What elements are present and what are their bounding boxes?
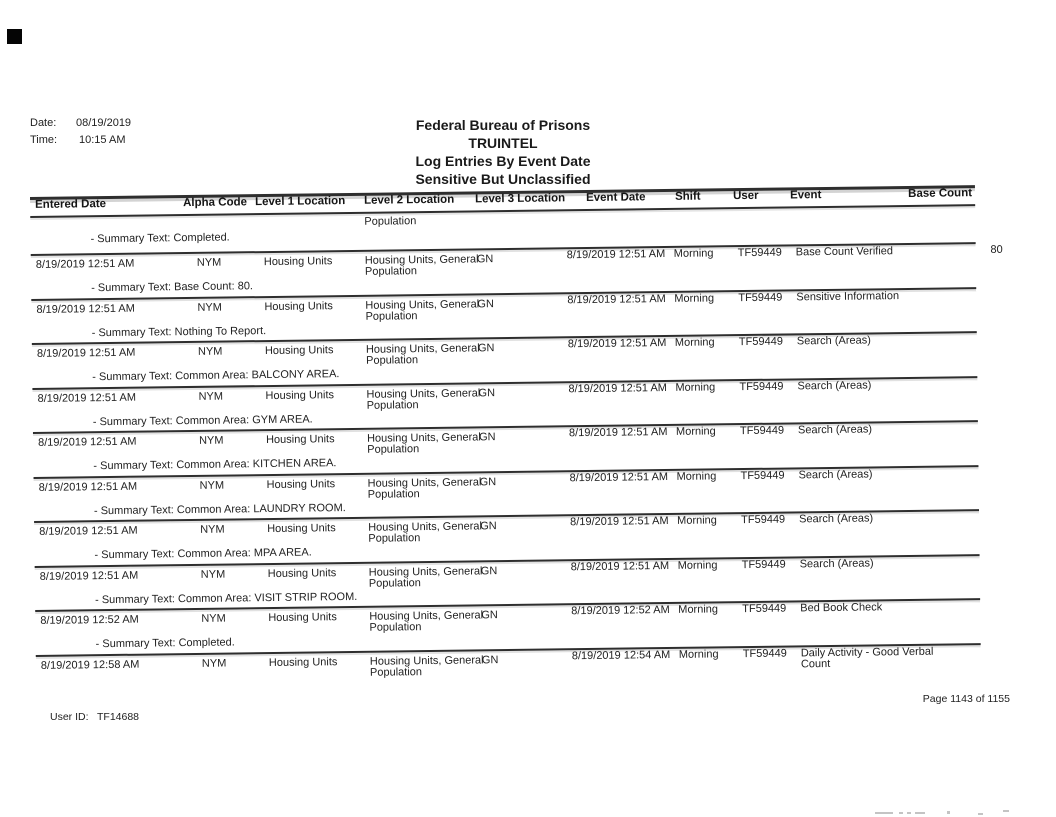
summary-text: - Summary Text: Common Area: LAUNDRY ROOM. [93, 501, 346, 517]
column-header-level2-location: Level 2 Location [363, 193, 455, 207]
alpha-code-cell: NYM [199, 479, 225, 492]
summary-text: - Summary Text: Nothing To Report. [91, 324, 267, 339]
level1-location-cell: Housing Units [265, 433, 335, 447]
level2-location-line1-cell: Housing Units, General [366, 386, 481, 401]
base-count-cell [915, 601, 1007, 602]
level3-location-cell: GN [478, 431, 496, 444]
print-date-label: Date: [30, 117, 57, 129]
level2-location-line1-cell: Housing Units, General [364, 253, 479, 267]
shift-cell: Morning [678, 647, 719, 661]
event-line2-cell: Count [800, 657, 831, 670]
user-cell: TF59449 [741, 558, 786, 571]
shift-cell: Morning [673, 247, 714, 260]
print-time-value: 10:15 AM [79, 134, 126, 146]
summary-text: - Summary Text: Common Area: GYM AREA. [92, 412, 313, 428]
base-count-cell [913, 423, 1005, 424]
user-cell: TF59449 [739, 424, 785, 438]
alpha-code-cell: NYM [201, 612, 226, 625]
user-cell: TF59449 [741, 513, 786, 527]
column-header-alpha-code: Alpha Code [183, 196, 248, 210]
level1-location-cell: Housing Units [264, 299, 333, 313]
level2-location-line1-cell: Housing Units, General [368, 520, 482, 534]
shift-cell: Morning [678, 603, 719, 616]
event-date-cell: 8/19/2019 12:51 AM [569, 470, 669, 484]
page-number: Page 1143 of 1155 [922, 693, 1010, 705]
shift-cell: Morning [674, 291, 715, 305]
entered-date-cell: 8/19/2019 12:51 AM [39, 569, 139, 583]
report-agency: Federal Bureau of Prisons [415, 117, 591, 133]
level2-location-line2-cell: Population [367, 487, 420, 501]
level2-location-line2-cell: Population [368, 576, 421, 590]
base-count-cell [912, 378, 1004, 379]
level2-location-line1-cell: Housing Units, General [365, 297, 480, 312]
scan-noise [915, 812, 925, 814]
entered-date-cell: 8/19/2019 12:52 AM [40, 613, 139, 627]
print-date-value: 08/19/2019 [76, 117, 132, 129]
alpha-code-cell: NYM [197, 301, 222, 314]
alpha-code-cell: NYM [199, 434, 224, 447]
user-id-value: TF14688 [97, 711, 140, 723]
user-cell: TF59449 [737, 246, 782, 260]
shift-cell: Morning [675, 380, 716, 394]
entered-date-cell: 8/19/2019 12:51 AM [38, 435, 137, 449]
column-header-level1-location: Level 1 Location [255, 195, 346, 209]
scan-noise [875, 812, 893, 814]
carryover-summary-text: - Summary Text: Completed. [90, 231, 230, 246]
user-id-label: User ID: [50, 711, 89, 723]
entered-date-cell: 8/19/2019 12:51 AM [39, 524, 138, 538]
entered-date-cell: 8/19/2019 12:51 AM [38, 480, 138, 494]
event-line1-cell: Search (Areas) [796, 334, 871, 348]
event-date-cell: 8/19/2019 12:51 AM [568, 426, 668, 440]
event-date-cell: 8/19/2019 12:51 AM [567, 292, 666, 306]
report-name: Log Entries By Event Date [415, 153, 591, 169]
event-line1-cell: Search (Areas) [798, 467, 873, 481]
event-date-cell: 8/19/2019 12:54 AM [571, 648, 671, 662]
log-table [30, 185, 1003, 717]
base-count-cell [912, 334, 1004, 335]
scan-noise [978, 813, 983, 815]
user-cell: TF59449 [740, 469, 785, 482]
alpha-code-cell: NYM [197, 345, 223, 358]
entered-date-cell: 8/19/2019 12:51 AM [36, 346, 136, 360]
alpha-code-cell: NYM [200, 568, 226, 581]
event-line1-cell: Search (Areas) [799, 556, 874, 570]
event-line1-cell: Bed Book Check [800, 601, 883, 615]
level2-location-line2-cell: Population [369, 621, 422, 634]
base-count-cell [914, 512, 1006, 513]
column-header-level3-location: Level 3 Location [474, 192, 566, 206]
event-date-cell: 8/19/2019 12:51 AM [568, 381, 667, 395]
level2-location-line2-cell: Population [366, 398, 419, 412]
entered-date-cell: 8/19/2019 12:51 AM [35, 257, 135, 271]
event-date-cell: 8/19/2019 12:51 AM [566, 248, 666, 262]
event-date-cell: 8/19/2019 12:51 AM [567, 337, 667, 351]
level2-location-line2-cell: Population [369, 665, 423, 679]
level3-location-cell: GN [479, 475, 497, 488]
entries [31, 242, 1003, 699]
user-cell: TF59449 [739, 380, 784, 393]
entered-date-cell: 8/19/2019 12:58 AM [40, 658, 140, 672]
column-header-event: Event [789, 189, 822, 202]
event-line1-cell: Search (Areas) [797, 378, 872, 392]
print-time-label: Time: [30, 134, 58, 146]
summary-text: - Summary Text: Completed. [95, 636, 235, 651]
level1-location-cell: Housing Units [267, 566, 337, 580]
event-line1-cell: Base Count Verified [795, 245, 894, 259]
level2-location-line2-cell: Population [366, 354, 419, 367]
event-line1-cell: Sensitive Information [796, 289, 900, 303]
report-classification: Sensitive But Unclassified [415, 171, 591, 187]
level3-location-cell: GN [478, 386, 496, 399]
shift-cell: Morning [676, 469, 717, 483]
summary-text: - Summary Text: Common Area: VISIT STRIP ROOM. [94, 590, 358, 606]
level2-location-line2-cell: Population [367, 443, 420, 456]
report-system-name: TRUINTEL [468, 135, 538, 151]
level2-location-line2-cell: Population [365, 309, 418, 323]
alpha-code-cell: NYM [200, 523, 225, 536]
level3-location-cell: GN [476, 253, 494, 266]
user-cell: TF59449 [738, 335, 783, 349]
alpha-code-cell: NYM [201, 657, 227, 670]
scan-noise [947, 811, 950, 814]
level1-location-cell: Housing Units [264, 344, 334, 358]
level2-location-line1-cell: Housing Units, General [366, 431, 481, 445]
carryover-level2-fragment: Population [364, 215, 417, 228]
entered-date-cell: 8/19/2019 12:51 AM [37, 391, 137, 405]
level1-location-cell: Housing Units [267, 522, 336, 536]
level3-location-cell: GN [477, 297, 494, 310]
summary-text: - Summary Text: Common Area: BALCONY AREA. [92, 368, 340, 384]
level2-location-line1-cell: Housing Units, General [369, 653, 484, 668]
base-count-cell [913, 467, 1005, 468]
level2-location-line2-cell: Population [368, 532, 421, 545]
scan-noise [899, 812, 903, 814]
scan-artifact [7, 29, 22, 44]
level2-location-line1-cell: Housing Units, General [365, 342, 480, 356]
level3-location-cell: GN [477, 342, 495, 355]
alpha-code-cell: NYM [198, 390, 224, 403]
column-header-shift: Shift [674, 190, 701, 203]
level1-location-cell: Housing Units [265, 388, 335, 402]
entered-date-cell: 8/19/2019 12:51 AM [36, 302, 135, 316]
level2-location-line1-cell: Housing Units, General [368, 564, 483, 579]
shift-cell: Morning [675, 425, 716, 438]
level3-location-cell: GN [481, 609, 498, 622]
summary-text: - Summary Text: Common Area: KITCHEN AREA. [93, 457, 337, 473]
level3-location-cell: GN [480, 520, 497, 533]
alpha-code-cell: NYM [196, 256, 222, 269]
user-cell: TF59449 [742, 647, 787, 660]
level1-location-cell: Housing Units [263, 255, 333, 269]
table-header-rule [30, 204, 975, 218]
level3-location-cell: GN [480, 564, 498, 577]
level2-location-line1-cell: Housing Units, General [369, 609, 484, 623]
event-date-cell: 8/19/2019 12:51 AM [570, 515, 669, 529]
level3-location-cell: GN [481, 653, 499, 666]
column-header-user: User [732, 189, 759, 203]
base-count-cell [911, 289, 1003, 290]
scan-noise [907, 812, 911, 814]
user-cell: TF59449 [738, 291, 783, 304]
level1-location-cell: Housing Units [268, 655, 338, 669]
column-header-base-count: Base Count [908, 187, 973, 200]
event-date-cell: 8/19/2019 12:51 AM [570, 559, 670, 573]
scan-noise [1003, 810, 1009, 812]
report-title-block [293, 116, 713, 188]
level2-location-line1-cell: Housing Units, General [367, 475, 482, 490]
base-count-cell [915, 556, 1007, 557]
summary-text: - Summary Text: Common Area: MPA AREA. [94, 546, 312, 562]
summary-text: - Summary Text: Base Count: 80. [91, 280, 254, 295]
shift-cell: Morning [677, 558, 718, 572]
shift-cell: Morning [674, 336, 715, 349]
column-header-event-date: Event Date [585, 191, 646, 205]
level1-location-cell: Housing Units [268, 611, 337, 625]
column-header-entered-date: Entered Date [35, 198, 107, 211]
event-date-cell: 8/19/2019 12:52 AM [571, 603, 670, 618]
level1-location-cell: Housing Units [266, 477, 336, 491]
event-line1-cell: Search (Areas) [797, 423, 873, 437]
base-count-cell: 80 [990, 243, 1003, 256]
user-cell: TF59449 [742, 602, 787, 616]
event-line1-cell: Search (Areas) [799, 512, 874, 526]
event-line1-cell: Daily Activity - Good Verbal [800, 645, 934, 659]
level2-location-line2-cell: Population [364, 265, 418, 278]
shift-cell: Morning [677, 514, 717, 527]
